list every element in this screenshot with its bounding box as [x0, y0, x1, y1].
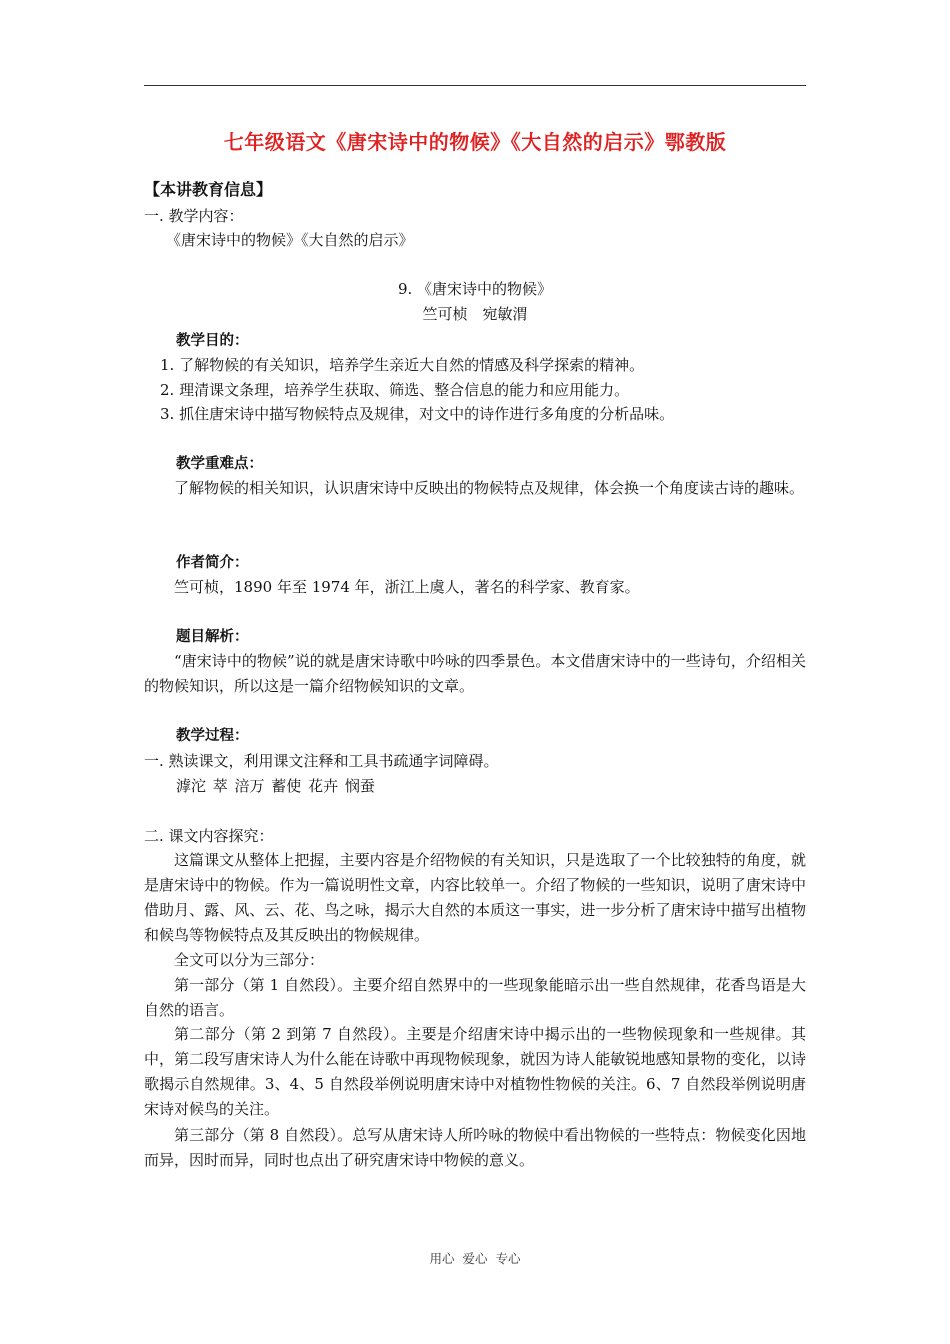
goal-item: 2. 理清课文条理，培养学生获取、筛选、整合信息的能力和应用能力。: [160, 381, 630, 399]
title-analysis-text: “唐宋诗中的物候”说的就是唐宋诗歌中吟咏的四季景色。本文借唐宋诗中的一些诗句，介绍相关的物候知识，所以这是一篇介绍物候知识的文章。: [144, 652, 806, 695]
content-text: 《唐宋诗中的物候》《大自然的启示》: [166, 231, 414, 249]
lesson-title: 9. 《唐宋诗中的物候》: [397, 280, 553, 298]
key-points-heading: 教学重难点：: [176, 456, 263, 472]
body-paragraph: 全文可以分为三部分：: [174, 951, 325, 969]
author-intro-text: 竺可桢，1890 年至 1974 年，浙江上虞人，著名的科学家、教育家。: [174, 578, 640, 596]
process-heading: 教学过程：: [176, 728, 249, 744]
lesson-authors: 竺可桢 宛敏渭: [422, 305, 528, 323]
key-points-text: 了解物候的相关知识，认识唐宋诗中反映出的物候特点及规律，体会换一个角度读古诗的趣味。: [174, 479, 805, 497]
info-heading: 【本讲教育信息】: [144, 180, 273, 199]
content-label: 一. 教学内容：: [144, 207, 244, 225]
document-title: 七年级语文《唐宋诗中的物候》《大自然的启示》鄂教版: [223, 130, 727, 154]
goal-item: 3. 抓住唐宋诗中描写物候特点及规律，对文中的诗作进行多角度的分析品味。: [160, 405, 675, 423]
body-paragraph: 这篇课文从整体上把握，主要内容是介绍物候的有关知识，只是选取了一个比较独特的角度，就是唐宋诗中的物候。作为一篇说明性文章，内容比较单一。介绍了物候的一些知识，说明了唐宋诗中借助月、露、风、云、花、鸟之咏，揭示大自然的本质这一事实，进一步分析了唐宋诗中描写出植物和候鸟等物候特点及其反映出的物候规律。: [144, 851, 806, 944]
title-analysis-heading: 题目解析：: [176, 629, 249, 645]
goals-heading: 教学目的：: [176, 333, 249, 349]
process-step-1: 一. 熟读课文，利用课文注释和工具书疏通字词障碍。: [144, 752, 499, 770]
body-paragraph: 第二部分（第 2 到第 7 自然段）。主要是介绍唐宋诗中揭示出的一些物候现象和一些规律。其中，第二段写唐宋诗人为什么能在诗歌中再现物候现象，就因为诗人能敏锐地感知景物的变化，以诗歌揭示自然规律。3、4、5 自然段举例说明唐宋诗中对植物性物候的关注。6、7 自然段举例说明唐宋诗对候鸟的关注。: [144, 1025, 806, 1118]
process-step-2: 二. 课文内容探究：: [144, 827, 274, 845]
body-paragraph: 第三部分（第 8 自然段）。总写从唐宋诗人所吟咏的物候中看出物候的一些特点：物候变化因地而异，因时而异，同时也点出了研究唐宋诗中物候的意义。: [144, 1126, 806, 1169]
vocab-words: 滹沱 萃 涪万 蓄使 花卉 悯蚕: [176, 777, 375, 795]
body-paragraph: 第一部分（第 1 自然段）。主要介绍自然界中的一些现象能暗示出一些自然规律，花香鸟语是大自然的语言。: [144, 976, 806, 1019]
goal-item: 1. 了解物候的有关知识，培养学生亲近大自然的情感及科学探索的精神。: [160, 356, 645, 374]
author-intro-heading: 作者简介：: [176, 555, 249, 571]
header-rule: [144, 85, 806, 86]
page-footer: 用心 爱心 专心: [429, 1251, 521, 1266]
